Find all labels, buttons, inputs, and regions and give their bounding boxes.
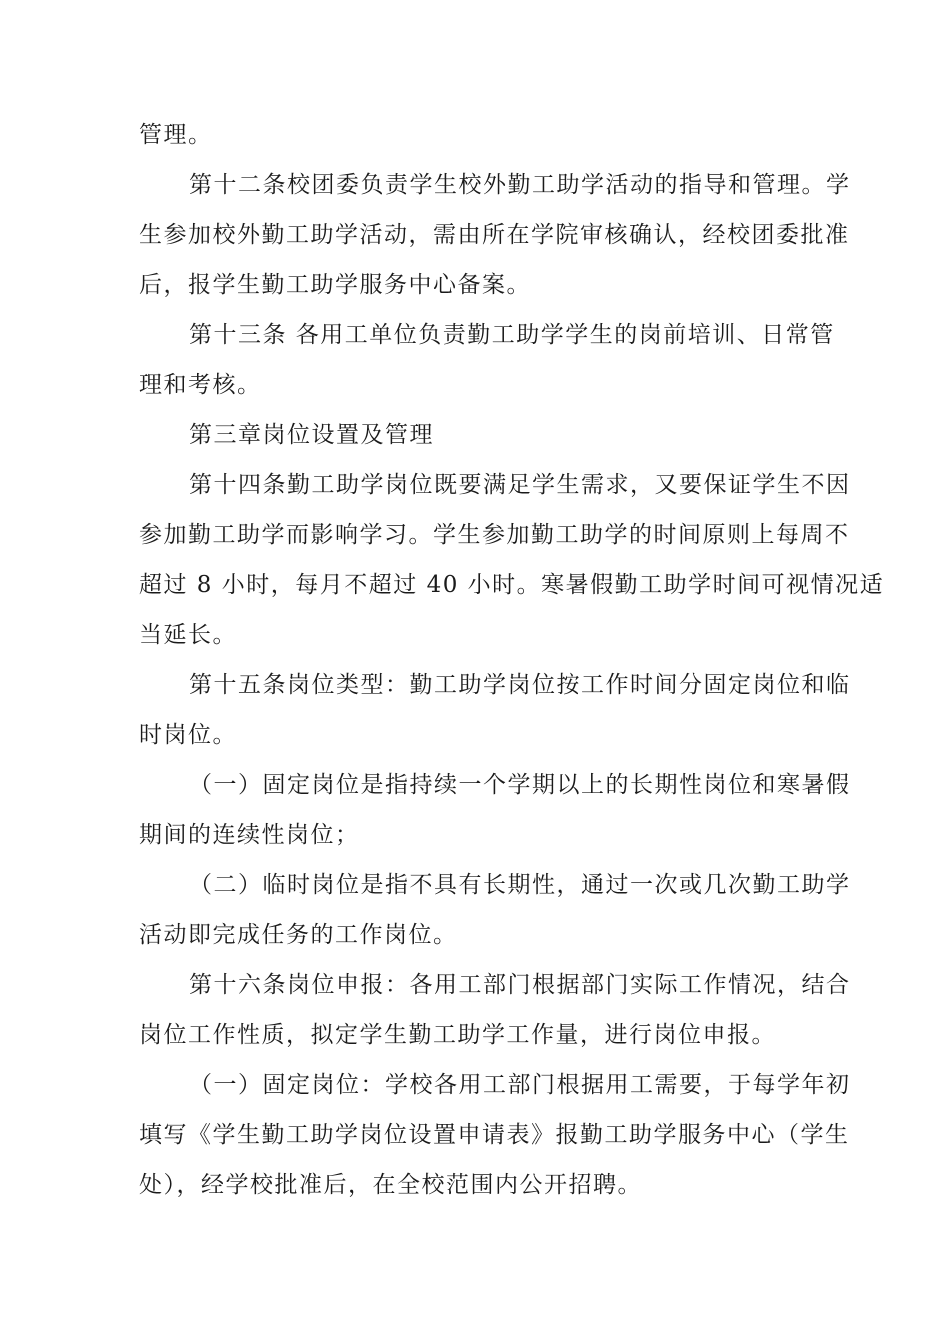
article-15-item-2-line-1: （二）临时岗位是指不具有长期性，通过一次或几次勤工助学 (189, 872, 851, 898)
article-14-line-4: 当延长。 (139, 622, 237, 648)
article-14-line-3: 超过 8 小时，每月不超过 40 小时。寒暑假勤工助学时间可视情况适 (139, 572, 885, 598)
document-body (139, 110, 885, 1210)
article-12-line-3: 后，报学生勤工助学服务中心备案。 (139, 272, 531, 298)
article-15-line-2: 时岗位。 (139, 722, 237, 748)
article-14-line-2: 参加勤工助学而影响学习。学生参加勤工助学的时间原则上每周不 (139, 522, 850, 548)
article-16-line-1: 第十六条岗位申报：各用工部门根据部门实际工作情况，结合 (189, 972, 851, 998)
article-15-item-1-line-2: 期间的连续性岗位； (139, 822, 360, 848)
chapter-3-heading: 第三章岗位设置及管理 (189, 422, 434, 448)
article-15-line-1: 第十五条岗位类型：勤工助学岗位按工作时间分固定岗位和临 (189, 672, 851, 698)
article-16-item-1-line-3: 处），经学校批准后，在全校范围内公开招聘。 (139, 1172, 642, 1198)
article-15-item-1-line-1: （一）固定岗位是指持续一个学期以上的长期性岗位和寒暑假 (189, 772, 851, 798)
article-13-line-1: 第十三条 各用工单位负责勤工助学学生的岗前培训、日常管 (189, 322, 835, 348)
article-13-line-2: 理和考核。 (139, 372, 262, 398)
article-12-line-2: 生参加校外勤工助学活动，需由所在学院审核确认，经校团委批准 (139, 222, 850, 248)
article-16-line-2: 岗位工作性质，拟定学生勤工助学工作量，进行岗位申报。 (139, 1022, 776, 1048)
article-16-item-1-line-1: （一）固定岗位：学校各用工部门根据用工需要，于每学年初 (189, 1072, 851, 1098)
text-line: 管理。 (139, 122, 213, 148)
article-15-item-2-line-2: 活动即完成任务的工作岗位。 (139, 922, 458, 948)
article-16-item-1-line-2: 填写《学生勤工助学岗位设置申请表》报勤工助学服务中心（学生 (139, 1122, 850, 1148)
article-12-line-1: 第十二条校团委负责学生校外勤工助学活动的指导和管理。学 (189, 172, 851, 198)
article-14-line-1: 第十四条勤工助学岗位既要满足学生需求，又要保证学生不因 (189, 472, 851, 498)
